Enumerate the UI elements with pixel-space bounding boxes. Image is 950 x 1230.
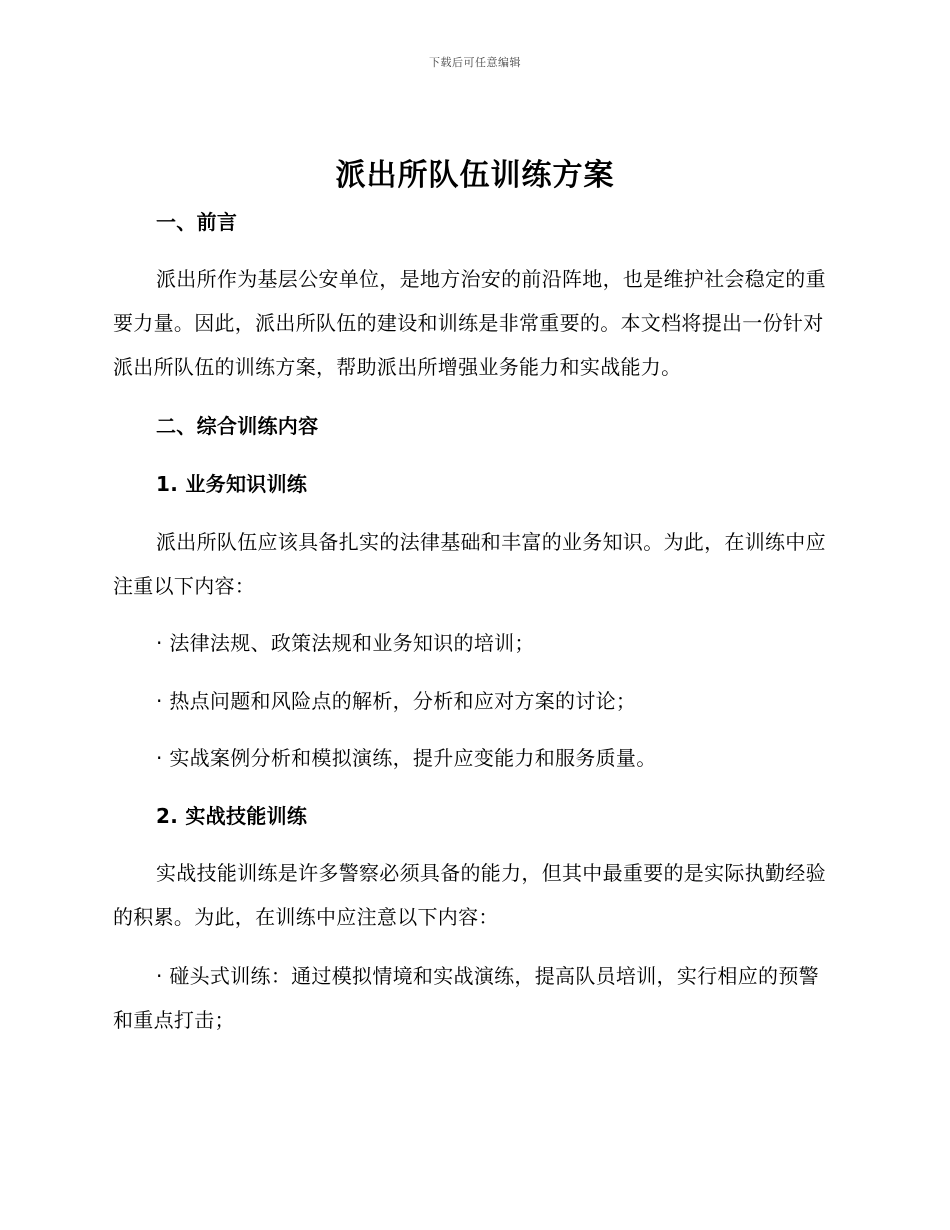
subsection-heading-knowledge: 1. 业务知识训练 [156,472,308,496]
list-item: · 碰头式训练：通过模拟情境和实战演练，提高队员培训，实行相应的预警和重点打击； [113,964,819,1032]
list-item: · 实战案例分析和模拟演练，提升应变能力和服务质量。 [156,746,657,770]
knowledge-paragraph: 派出所队伍应该具备扎实的法律基础和丰富的业务知识。为此，在训练中应注重以下内容： [113,530,826,598]
list-item: · 法律法规、政策法规和业务知识的培训； [156,631,535,655]
subsection-heading-skills: 2. 实战技能训练 [156,804,308,828]
section-heading-intro: 一、前言 [156,210,238,234]
section-heading-content: 二、综合训练内容 [156,414,319,438]
document-title: 派出所队伍训练方案 [335,158,615,193]
page-header-note: 下载后可任意编辑 [429,56,521,69]
intro-paragraph: 派出所作为基层公安单位，是地方治安的前沿阵地，也是维护社会稳定的重要力量。因此，派出所队伍的建设和训练是非常重要的。本文档将提出一份针对派出所队伍的训练方案，帮助派出所增强业务能力和实战能力。 [113,267,826,379]
list-item: · 热点问题和风险点的解析，分析和应对方案的讨论； [156,689,637,713]
skills-paragraph: 实战技能训练是许多警察必须具备的能力，但其中最重要的是实际执勤经验的积累。为此，在训练中应注意以下内容： [113,861,826,929]
